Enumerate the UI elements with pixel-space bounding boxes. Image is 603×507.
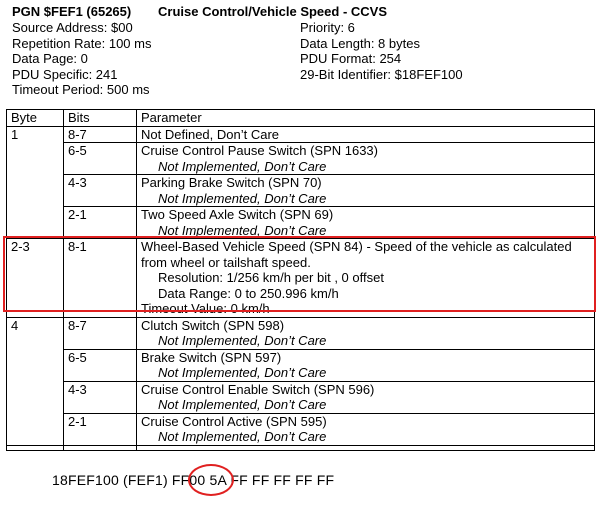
table-row [7,317,595,349]
parameter-range: Data Range: 0 to 250.996 km/h [158,285,339,301]
parameter-name: Not Defined, Don’t Care [141,126,280,142]
parameter-description: from wheel or tailshaft speed. [141,254,311,270]
bits-cell: 8-1 [64,239,137,318]
data-length: Data Length: 8 bytes [300,35,420,51]
bits-cell: 8-7 [64,126,137,143]
column-header-byte: Byte [7,110,64,127]
byte-cell: 2-3 [7,239,64,318]
highlight-box [3,236,596,312]
pdu-specific: PDU Specific: 241 [12,66,118,82]
parameter-cell [137,317,595,349]
byte-cell [7,445,64,450]
parameter-cell [137,175,595,207]
message-prefix: 18FEF100 (FEF1) FF [52,472,190,488]
parameter-name: Cruise Control Pause Switch (SPN 1633) [141,143,378,158]
parameter-resolution: Resolution: 1/256 km/h per bit , 0 offset [158,270,384,285]
table-row [7,349,595,381]
parameter-note: Not Implemented, Don’t Care [158,222,327,238]
parameter-note: Not Implemented, Don’t Care [158,333,327,348]
parameter-note: Not Implemented, Don’t Care [158,365,327,380]
parameter-name: Parking Brake Switch (SPN 70) [141,175,322,190]
parameter-cell [137,207,595,239]
parameter-name: Two Speed Axle Switch (SPN 69) [141,207,334,222]
bits-cell: 6-5 [64,349,137,381]
byte-cell: 1 [7,126,64,239]
source-address: Source Address: $00 [12,20,133,35]
parameter-note: Not Implemented, Don’t Care [158,190,327,206]
byte-cell: 4 [7,317,64,445]
table-row [7,143,595,175]
table-header-row [7,110,595,127]
parameter-timeout: Timeout Value: 0 km/h [141,301,270,316]
parameter-name: Wheel-Based Vehicle Speed (SPN 84) - Speed of the vehicle as calculated [141,239,572,254]
pdu-format: PDU Format: 254 [300,51,402,66]
bits-cell: 2-1 [64,413,137,445]
pgn-title: Cruise Control/Vehicle Speed - CCVS [158,4,387,19]
parameter-cell [137,126,595,143]
column-header-parameter: Parameter [137,110,595,127]
table-row [7,126,595,143]
parameter-note: Not Implemented, Don’t Care [158,429,327,444]
parameter-note: Not Implemented, Don’t Care [158,397,327,412]
column-header-bits: Bits [64,110,137,127]
table-row [7,381,595,413]
repetition-rate: Repetition Rate: 100 ms [12,35,152,51]
message-suffix: FF FF FF FF FF [230,472,335,488]
parameter-name: Cruise Control Active (SPN 595) [141,413,327,429]
highlight-oval [188,464,234,496]
priority: Priority: 6 [300,20,355,35]
parameter-name: Clutch Switch (SPN 598) [141,317,285,333]
table-row [7,175,595,207]
pgn-number: PGN $FEF1 (65265) [12,4,132,19]
parameter-cell [137,381,595,413]
parameter-cell [137,413,595,445]
parameter-cell [137,349,595,381]
parameter-name: Brake Switch (SPN 597) [141,349,282,365]
bits-cell: 2-1 [64,207,137,239]
bits-cell: 8-7 [64,317,137,349]
bits-cell [64,445,137,450]
identifier-29bit: 29-Bit Identifier: $18FEF100 [300,66,463,82]
parameter-cell [137,445,595,450]
message-circled-bytes: 00 5A [189,472,227,488]
parameter-name: Cruise Control Enable Switch (SPN 596) [141,381,375,397]
pgn-header [12,4,602,98]
parameter-cell [137,143,595,175]
data-page: Data Page: 0 [12,51,88,66]
bits-cell: 4-3 [64,381,137,413]
bits-cell: 6-5 [64,143,137,175]
parameter-note: Not Implemented, Don’t Care [158,158,327,174]
timeout-period: Timeout Period: 500 ms [12,82,150,97]
bits-cell: 4-3 [64,175,137,207]
table-row [7,413,595,445]
table-row-cutoff [7,445,595,450]
table-row [7,207,595,239]
